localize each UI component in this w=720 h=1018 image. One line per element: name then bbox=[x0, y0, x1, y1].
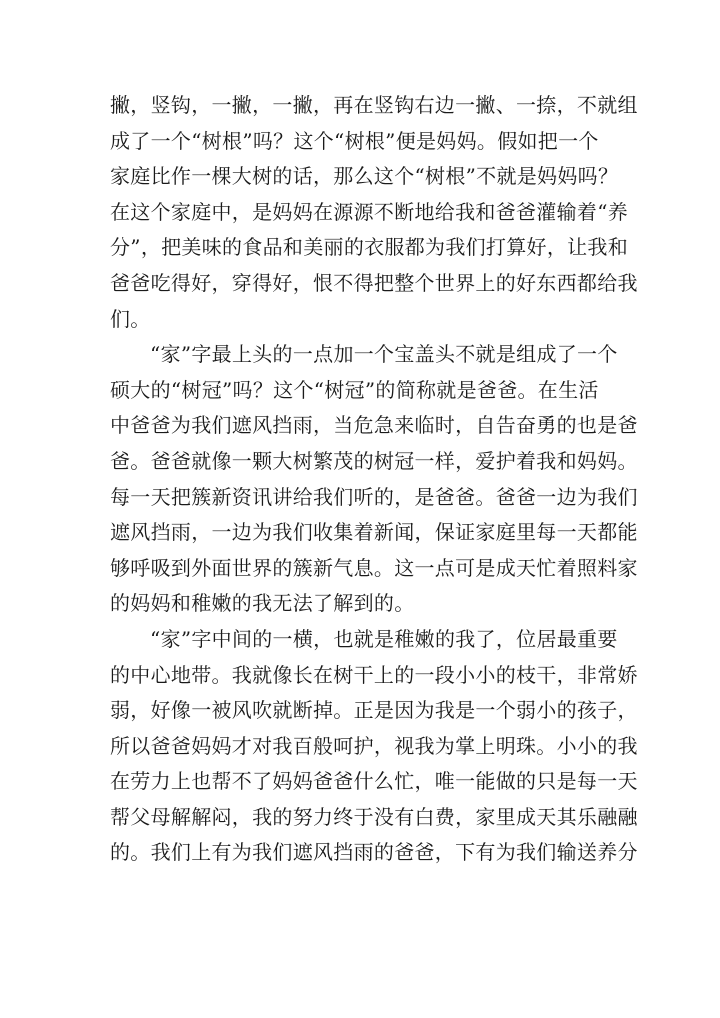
text-line: 们。 bbox=[110, 306, 151, 331]
text-line: 的。我们上有为我们遮风挡雨的爸爸，下有为我们输送养分 bbox=[110, 840, 638, 865]
text-line: “家”字最上头的一点加一个宝盖头不就是组成了一个 bbox=[150, 342, 618, 367]
paragraph-1 bbox=[110, 88, 638, 337]
paragraph-2 bbox=[110, 337, 638, 622]
document-body bbox=[110, 88, 638, 871]
text-line: 每一天把簇新资讯讲给我们听的，是爸爸。爸爸一边为我们 bbox=[110, 484, 638, 509]
text-line: 在这个家庭中，是妈妈在源源不断地给我和爸爸灌输着“养 bbox=[110, 199, 629, 224]
text-line: “家”字中间的一横，也就是稚嫩的我了，位居最重要 bbox=[150, 626, 618, 651]
text-line: 爸爸吃得好，穿得好，恨不得把整个世界上的好东西都给我 bbox=[110, 270, 638, 295]
text-line: 够呼吸到外面世界的簇新气息。这一点可是成天忙着照料家 bbox=[110, 555, 638, 580]
text-line: 帮父母解解闷，我的努力终于没有白费，家里成天其乐融融 bbox=[110, 804, 638, 829]
paragraph-3 bbox=[110, 622, 638, 871]
text-line: 硕大的“树冠”吗？这个“树冠”的简称就是爸爸。在生活 bbox=[110, 377, 599, 402]
text-line: 家庭比作一棵大树的话，那么这个“树根”不就是妈妈吗？ bbox=[110, 164, 619, 189]
text-line: 遮风挡雨，一边为我们收集着新闻，保证家庭里每一天都能 bbox=[110, 520, 638, 545]
text-line: 分”，把美味的食品和美丽的衣服都为我们打算好，让我和 bbox=[110, 235, 629, 260]
text-line: 的中心地带。我就像长在树干上的一段小小的枝干，非常娇 bbox=[110, 662, 638, 687]
text-line: 所以爸爸妈妈才对我百般呵护，视我为掌上明珠。小小的我 bbox=[110, 733, 638, 758]
text-line: 中爸爸为我们遮风挡雨，当危急来临时，自告奋勇的也是爸 bbox=[110, 413, 638, 438]
text-line: 在劳力上也帮不了妈妈爸爸什么忙，唯一能做的只是每一天 bbox=[110, 769, 638, 794]
text-line: 成了一个“树根”吗？这个“树根”便是妈妈。假如把一个 bbox=[110, 128, 599, 153]
text-line: 弱，好像一被风吹就断掉。正是因为我是一个弱小的孩子， bbox=[110, 698, 638, 723]
text-line: 的妈妈和稚嫩的我无法了解到的。 bbox=[110, 591, 415, 616]
text-line: 爸。爸爸就像一颗大树繁茂的树冠一样，爱护着我和妈妈。 bbox=[110, 448, 638, 473]
text-line: 撇，竖钩，一撇，一撇，再在竖钩右边一撇、一捺，不就组 bbox=[110, 93, 638, 117]
